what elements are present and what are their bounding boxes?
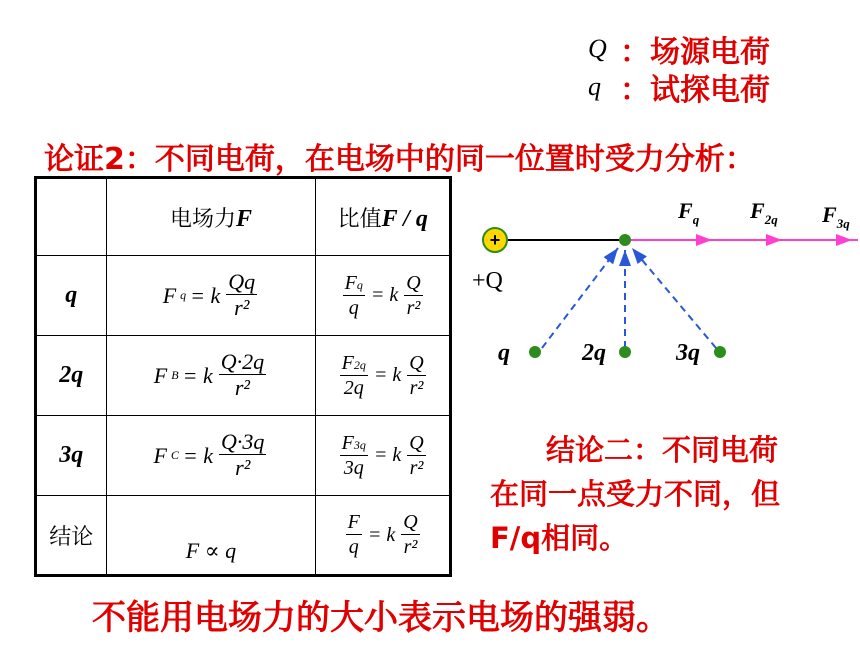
legend-row-source (588, 30, 848, 68)
footer-statement: 不能用电场力的大小表示电场的强弱。 (92, 598, 670, 638)
row-label: 3q (36, 416, 107, 496)
conclusion-line-2: 在同一点受力不同，但 (490, 477, 781, 511)
charge-2q-icon (619, 346, 631, 358)
charge-label-2q: 2q (582, 340, 606, 366)
force-conclusion (106, 496, 316, 576)
header-empty-cell (36, 178, 107, 256)
source-sign: + (489, 230, 501, 250)
charge-label-q: q (498, 340, 510, 366)
table-row (36, 496, 451, 576)
ratio-formula-2q: $\frac{F2q}{2q}$ = k $\frac{Q}{\text{r²}}$ (316, 336, 451, 416)
force-formula-3q: F C = k $\frac{Q\cdot 3q}{\text{r²}}$ (106, 416, 316, 496)
force-label-q: $F_q$ (678, 198, 700, 227)
row-label: 2q (36, 336, 107, 416)
test-point-icon (619, 234, 631, 246)
force-formula-2q: F B = k $\frac{Q\cdot 2q}{\text{r²}}$ (106, 336, 316, 416)
charge-label-3q: 3q (676, 340, 700, 366)
proportional-formula: F ∝ q (185, 538, 237, 563)
analysis-table (34, 176, 452, 577)
charge-q-icon (529, 346, 541, 358)
table-header-row (36, 178, 451, 256)
legend-row-test (588, 68, 848, 106)
header-force: 电场力F (106, 178, 316, 256)
conclusion-line-3: F/q相同。 (490, 521, 629, 555)
header-ratio: 比值F / q (316, 178, 451, 256)
table-row (36, 256, 451, 336)
table-row (36, 416, 451, 496)
test-charge-desc: ：试探电荷 (620, 73, 770, 108)
conclusion-two (490, 428, 840, 560)
force-label-3q: $F_{3q}$ (822, 202, 850, 231)
force-diagram (460, 180, 860, 380)
row-label: q (36, 256, 107, 336)
ratio-conclusion: $\frac{F}{q}$ = k $\frac{Q}{\text{r²}}$ (316, 496, 451, 576)
force-label-2q: $F_{2q}$ (750, 198, 778, 227)
force-formula-q: F q = k $\frac{Qq}{\text{r²}}$ (106, 256, 316, 336)
dashed-move-q (542, 248, 618, 348)
ratio-formula-3q: $\frac{F3q}{3q}$ = k $\frac{Q}{\text{r²}}$ (316, 416, 451, 496)
table-row (36, 336, 451, 416)
source-charge-desc: ：场源电荷 (620, 35, 770, 70)
symbol-q: q (588, 72, 601, 101)
page-heading: 论证2：不同电荷，在电场中的同一位置时受力分析： (44, 142, 755, 177)
conclusion-line-1: 结论二：不同电荷 (546, 433, 779, 467)
source-label: +Q (472, 268, 503, 294)
ratio-formula-q: $\frac{Fq}{q}$ = k $\frac{Q}{\text{r²}}$ (316, 256, 451, 336)
legend (588, 30, 848, 106)
charge-3q-icon (714, 346, 726, 358)
row-label-conclusion: 结论 (36, 496, 107, 576)
symbol-Q: Q (588, 34, 607, 63)
dashed-move-3q (632, 248, 716, 348)
